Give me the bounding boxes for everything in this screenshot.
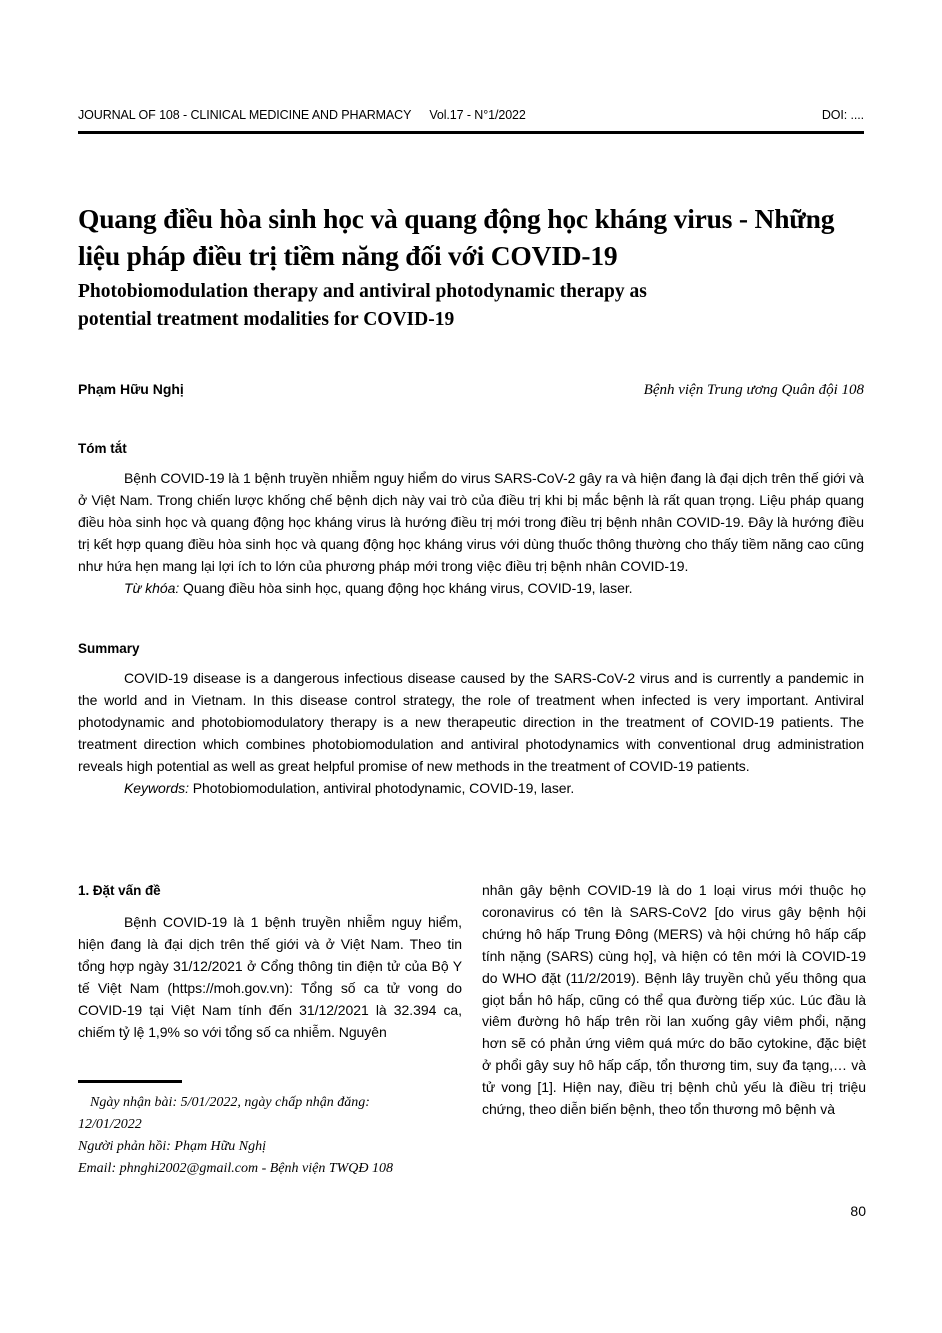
- abstract-english-heading: Summary: [78, 641, 140, 656]
- abstract-english: [78, 668, 864, 799]
- abstract-vietnamese-body: Bệnh COVID-19 là 1 bệnh truyền nhiễm nguy hiểm do virus SARS-CoV-2 gây ra và hiện đang là đại dịch trên thế giới và ở Việt Nam. Trong chiến lược khống chế bệnh dịch này vai trò của điều trị khi bị mắc bệnh là rất quan trọng. Liệu pháp quang điều hòa sinh học và quang động học kháng virus là hướng điều trị mới trong điều trị bệnh nhân COVID-19. Đây là hướng điều trị kết hợp quang điều hòa sinh học và quang động học kháng virus với dùng thuốc thông thường cho thấy tiềm năng cao cũng như hứa hẹn mang lại lợi ích to lớn của phương pháp mới trong việc điều trị bệnh nhân COVID-19.: [78, 470, 864, 574]
- body-column-right: [482, 880, 866, 1121]
- keywords-vietnamese: [78, 578, 864, 600]
- journal-volume: Vol.17 - N°1/2022: [429, 108, 526, 122]
- body-column-left: [78, 880, 462, 1044]
- page-title-english-line-2: potential treatment modalities for COVID-19: [78, 309, 455, 331]
- page-number: 80: [850, 1203, 866, 1219]
- running-header: [78, 108, 864, 122]
- header-rule: [78, 131, 864, 134]
- footnote-received: Ngày nhận bài: 5/01/2022, ngày chấp nhận đăng:: [90, 1095, 370, 1110]
- keywords-vietnamese-value: Quang điều hòa sinh học, quang động học kháng virus, COVID-19, laser.: [179, 579, 633, 596]
- keywords-vietnamese-label: Từ khóa:: [124, 579, 180, 596]
- abstract-vietnamese: [78, 468, 864, 599]
- author-name: Phạm Hữu Nghị: [78, 381, 184, 397]
- journal-title-line: [78, 108, 526, 122]
- doi-label: DOI: ....: [821, 108, 864, 122]
- author-block: [78, 381, 864, 399]
- footnote-email: Email: phnghi2002@gmail.com - Bệnh viện TWQĐ 108: [78, 1161, 393, 1177]
- page-title-english-line-1: Photobiomodulation therapy and antiviral photodynamic therapy as: [78, 281, 647, 302]
- author-affiliation: Bệnh viện Trung ương Quân đội 108: [643, 382, 864, 398]
- footnote-separator: [78, 1080, 182, 1083]
- page-title-english: [78, 278, 866, 335]
- body-paragraph-right: nhân gây bệnh COVID-19 là do 1 loại virus mới thuộc họ coronavirus có tên là SARS-CoV2 [do virus gây bệnh hội chứng hô hấp Trung Đông (MERS) và hội chứng hô hấp cấp tính nặng (SARS) cùng họ], và hiện có tên mới là COVID-19 do WHO đặt (11/2/2019). Bệnh lây truyền chủ yếu thông qua giọt bắn hô hấp, cũng có thể qua đường tiếp xúc. Lúc đầu là viêm đường hô hấp trên rồi lan xuống gây viêm phổi, nặng hơn sẽ có phản ứng viêm quá mức do bão cytokine, đặc biệt ở phổi gây suy hô hấp cấp, tổn thương tim, suy đa tạng,… và tử vong [1]. Hiện nay, điều trị bệnh chủ yếu là điều trị triệu chứng, theo diễn biến bệnh, theo tổn thương mô bệnh và: [482, 882, 866, 1118]
- page-title-vietnamese: Quang điều hòa sinh học và quang động học kháng virus - Những liệu pháp điều trị tiềm năng đối với COVID-19: [78, 203, 835, 271]
- abstract-vietnamese-heading: Tóm tắt: [78, 441, 127, 456]
- keywords-english: [78, 778, 864, 800]
- footnote-corresponding-author: Người phản hồi: Phạm Hữu Nghị: [78, 1139, 267, 1155]
- keywords-english-label: Keywords:: [124, 779, 189, 796]
- keywords-english-value: Photobiomodulation, antiviral photodynamic, COVID-19, laser.: [188, 779, 575, 796]
- abstract-english-body: COVID-19 disease is a dangerous infectious disease caused by the SARS-CoV-2 virus and is currently a pandemic in the world and in Vietnam. In this disease control strategy, the role of treatment when infected is very important. Antiviral photodynamic and photobiomodulatory therapy is a new therapeutic direction in the treatment of COVID-19 patients. The treatment direction which combines photobiomodulation and antiviral photodynamics with conventional drug administration reveals high potential as well as great helpful promise of new methods in the treatment of COVID-19 patients.: [78, 670, 864, 774]
- footnote-received-date: 12/01/2022: [78, 1117, 142, 1133]
- journal-name: JOURNAL OF 108 - CLINICAL MEDICINE AND PHARMACY: [78, 108, 412, 122]
- section-heading-introduction: 1. Đặt vấn đề: [78, 883, 161, 898]
- footnote-block: [78, 1092, 462, 1180]
- body-paragraph-left: Bệnh COVID-19 là 1 bệnh truyền nhiễm nguy hiểm, hiện đang là đại dịch trên thế giới và ở Việt Nam. Theo tin tổng hợp ngày 31/12/2021 ở Cổng thông tin điện tử của Bộ Y tế Việt Nam (https://moh.gov.vn): Tổng số ca tử vong do COVID-19 tại Việt Nam tính đến 31/12/2021 là 32.394 ca, chiếm tỷ lệ 1,9% so với tổng số ca nhiễm. Nguyên: [78, 914, 462, 1040]
